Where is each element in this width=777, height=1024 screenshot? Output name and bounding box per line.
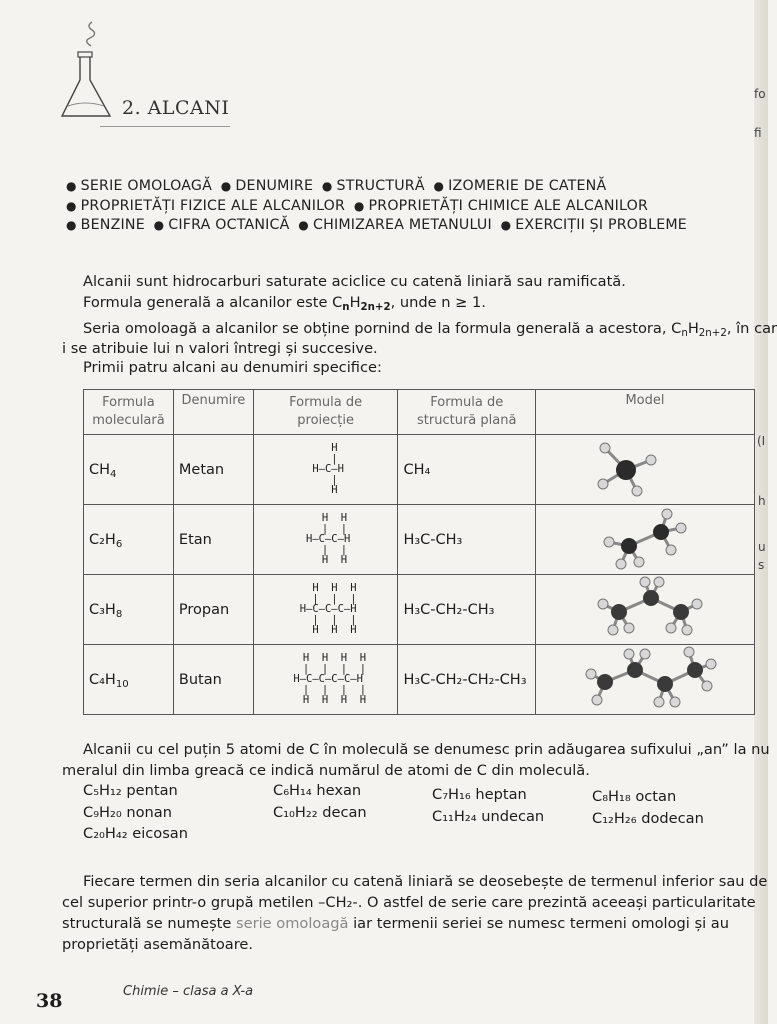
model-cell bbox=[536, 645, 755, 715]
naming-rule-cont: meralul din limba greacă ce indică numărul de atomi de C din moleculă. bbox=[62, 762, 590, 779]
flask-icon bbox=[58, 18, 118, 123]
highlighted-term: serie omoloagă bbox=[236, 915, 349, 932]
list-item: C₆H₁₄ hexan bbox=[273, 782, 362, 799]
header-projection-formula: Formula de proiecție bbox=[253, 390, 398, 435]
list-item: C₇H₁₆ heptan bbox=[432, 786, 527, 803]
chapter-underline bbox=[100, 126, 230, 127]
structural-cell: H₃C-CH₂-CH₂-CH₃ bbox=[398, 645, 536, 715]
model-cell bbox=[536, 435, 755, 505]
page-number: 38 bbox=[36, 990, 63, 1012]
chapter-title: 2. ALCANI bbox=[122, 97, 230, 119]
topic-list bbox=[62, 177, 687, 236]
table-header-row bbox=[84, 390, 755, 435]
homologous-paragraph-line: proprietăți asemănătoare. bbox=[62, 936, 254, 953]
list-item: C₉H₂₀ nonan bbox=[83, 804, 172, 821]
edge-fragment: (I bbox=[757, 434, 766, 448]
edge-fragment: h bbox=[758, 494, 766, 508]
list-item: C₂₀H₄₂ eicosan bbox=[83, 825, 188, 842]
edge-fragment: fo bbox=[754, 87, 766, 101]
list-item: C₁₁H₂₄ undecan bbox=[432, 808, 545, 825]
name-cell: Metan bbox=[173, 435, 253, 505]
model-cell bbox=[536, 575, 755, 645]
table-row bbox=[84, 645, 755, 715]
list-item: C₅H₁₂ pentan bbox=[83, 782, 178, 799]
name-cell: Etan bbox=[173, 505, 253, 575]
edge-fragment: u bbox=[758, 540, 766, 554]
molecular-formula-cell: $C_3H_8$ bbox=[84, 575, 174, 645]
list-item: C₈H₁₈ octan bbox=[592, 788, 677, 805]
molecular-formula-cell: $C_2H_6$ bbox=[84, 505, 174, 575]
header-model: Model bbox=[536, 390, 755, 435]
name-cell: Butan bbox=[173, 645, 253, 715]
intro-homologous-series-cont: i se atribuie lui n valori întregi și succesive. bbox=[62, 340, 378, 357]
projection-cell: H H | | H—C—C—H | | H H bbox=[253, 505, 398, 575]
projection-cell: H H H H | | | | H—C—C—C—C—H | | | | H H H H bbox=[253, 645, 398, 715]
molecular-formula-cell: $C_4H_{10}$ bbox=[84, 645, 174, 715]
header-structural-formula: Formula de structură plană bbox=[398, 390, 536, 435]
header-name: Denumire bbox=[173, 390, 253, 435]
topic-line-2: ● PROPRIETĂȚI FIZICE ALE ALCANILOR ● PROPRIETĂȚI CHIMICE ALE ALCANILOR bbox=[66, 197, 649, 214]
edge-fragment: fi bbox=[754, 126, 762, 140]
projection-cell: H H H | | | H—C—C—C—H | | | H H H bbox=[253, 575, 398, 645]
projection-cell: H | H—C—H | H bbox=[253, 435, 398, 505]
name-cell: Propan bbox=[173, 575, 253, 645]
table-row bbox=[84, 575, 755, 645]
edge-fragment: s bbox=[758, 558, 765, 572]
intro-general-formula: Formula generală a alcanilor este $C_nH_{2n+2}$, unde n ≥ 1. bbox=[83, 294, 486, 313]
table-row bbox=[84, 435, 755, 505]
naming-rule: Alcanii cu cel puțin 5 atomi de C în moleculă se denumesc prin adăugarea sufixului „an” la nu bbox=[83, 741, 770, 758]
book-title: Chimie – clasa a X-a bbox=[123, 984, 254, 999]
intro-definition: Alcanii sunt hidrocarburi saturate aciclice cu catenă liniară sau ramificată. bbox=[83, 273, 626, 290]
homologous-paragraph-line: Fiecare termen din seria alcanilor cu catenă liniară se deosebește de termenul inferior sau de bbox=[83, 873, 768, 890]
topic-line-3: ● BENZINE ● CIFRA OCTANICĂ ● CHIMIZAREA METANULUI ● EXERCIȚII ȘI PROBLEME bbox=[66, 217, 687, 233]
homologous-paragraph-line: structurală se numește serie omoloagă iar termenii seriei se numesc termeni omologi și au bbox=[62, 915, 729, 932]
topic-line-1: ● SERIE OMOLOAGĂ ● DENUMIRE ● STRUCTURĂ ● IZOMERIE DE CATENĂ bbox=[66, 178, 607, 194]
propane-model-icon bbox=[541, 576, 751, 640]
intro-table-lead: Primii patru alcani au denumiri specifice: bbox=[83, 359, 382, 376]
next-page-edge bbox=[754, 0, 768, 1024]
structural-cell: H₃C-CH₂-CH₃ bbox=[398, 575, 536, 645]
methane-model-icon bbox=[541, 436, 751, 500]
header-molecular-formula: Formula moleculară bbox=[84, 390, 174, 435]
table-row bbox=[84, 505, 755, 575]
list-item: C₁₂H₂₆ dodecan bbox=[592, 810, 704, 827]
molecular-formula-cell: $CH_4$ bbox=[84, 435, 174, 505]
list-item: C₁₀H₂₂ decan bbox=[273, 804, 367, 821]
model-cell bbox=[536, 505, 755, 575]
alkanes-table bbox=[83, 389, 755, 715]
intro-homologous-series: Seria omoloagă a alcanilor se obține pornind de la formula generală a acestora, $C_nH_{2n+2}$, în car bbox=[83, 320, 777, 339]
ethane-model-icon bbox=[541, 506, 751, 570]
butane-model-icon bbox=[541, 646, 751, 710]
structural-cell: CH₄ bbox=[398, 435, 536, 505]
structural-cell: H₃C-CH₃ bbox=[398, 505, 536, 575]
homologous-paragraph-line: cel superior printr-o grupă metilen –CH₂-. O astfel de serie care prezintă aceeași particularitate bbox=[62, 894, 756, 911]
